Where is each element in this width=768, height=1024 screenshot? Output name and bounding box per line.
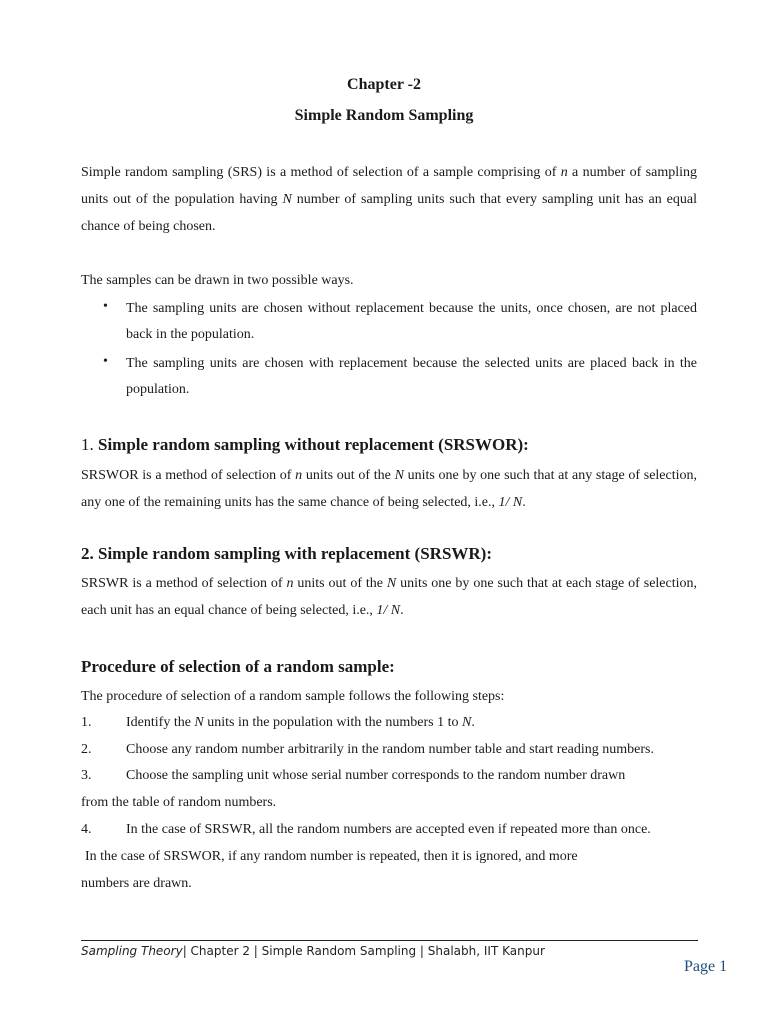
footer-citation [81, 944, 545, 958]
intro-text-a: Simple random sampling (SRS) is a method of selection of a sample comprising of [81, 165, 561, 180]
step-text: Choose the sampling unit whose serial number corresponds to the random number drawn [126, 768, 626, 783]
section-heading-srswr: 2. Simple random sampling with replacement (SRSWR): [81, 544, 492, 563]
step1-text-a: Identify the [126, 715, 195, 730]
step1-text-b: units in the population with the numbers 1 to [203, 715, 462, 730]
step-number: 4. [81, 822, 92, 837]
math-N: N [461, 715, 472, 730]
page-title: Simple Random Sampling [294, 107, 474, 124]
math-n: n [286, 576, 294, 591]
period: . [522, 495, 526, 510]
math-fraction: 1/ N [376, 603, 401, 618]
step-continuation: from the table of random numbers. [81, 795, 277, 810]
math-N: N [394, 468, 404, 483]
footer-details: | Chapter 2 | Simple Random Sampling | Shalabh, IIT Kanpur [182, 944, 545, 958]
intro-text-b: a number of sampling units out of the population having [81, 165, 697, 207]
procedure-intro: The procedure of selection of a random sample follows the following steps: [81, 689, 505, 704]
step-number: 1. [81, 715, 92, 730]
math-fraction: 1/ N [498, 495, 523, 510]
srswr-text-a: SRSWR is a method of selection of [81, 576, 287, 591]
ways-paragraph: The samples can be drawn in two possible ways. [81, 273, 354, 288]
chapter-number: Chapter -2 [347, 76, 421, 93]
srswor-text-b: units out of the [302, 468, 395, 483]
step-text: In the case of SRSWR, all the random numbers are accepted even if repeated more than once. [126, 822, 651, 837]
section-heading-procedure: Procedure of selection of a random sample: [81, 657, 395, 676]
bullet-item: The sampling units are chosen without replacement because the units, once chosen, are not placed back in the population. [126, 301, 697, 342]
srswor-text-a: SRSWOR is a method of selection of [81, 468, 296, 483]
intro-text-c: number of sampling units such that every sampling unit has an equal chance of being chosen. [81, 192, 697, 234]
bullet-dot: • [103, 299, 108, 314]
srswor-paragraph [81, 462, 697, 516]
footer-divider [81, 940, 698, 941]
footer-book-title: Sampling Theory [81, 944, 183, 958]
step-number: 2. [81, 742, 92, 757]
bullet-dot: • [103, 354, 108, 369]
math-n: n [295, 468, 303, 483]
period: . [471, 715, 475, 730]
intro-paragraph [81, 159, 697, 240]
math-N: N [194, 715, 204, 730]
bullet-item: The sampling units are chosen with replacement because the selected units are placed back in the population. [126, 356, 697, 397]
srswr-text-c: units one by one such that at each stage of selection, each unit has an equal chance of being selected, i.e., [81, 576, 697, 618]
page-number: Page 1 [684, 958, 728, 975]
step-continuation: numbers are drawn. [81, 876, 192, 891]
section-heading-text: Simple random sampling without replacement (SRSWOR): [98, 435, 529, 454]
section-number: 1. [81, 435, 98, 454]
section-heading-srswor [81, 434, 697, 456]
srswor-text-c: units one by one such that at any stage of selection, any one of the remaining units has the same chance of being selected, i.e., [81, 468, 698, 510]
srswr-text-b: units out of the [293, 576, 387, 591]
math-N: N [282, 192, 292, 207]
math-n: n [560, 165, 568, 180]
step-number: 3. [81, 768, 92, 783]
period: . [400, 603, 404, 618]
step-text [126, 710, 697, 736]
math-N: N [386, 576, 397, 591]
step-continuation: In the case of SRSWOR, if any random number is repeated, then it is ignored, and more [85, 849, 578, 864]
step-text: Choose any random number arbitrarily in the random number table and start reading numbers. [126, 742, 654, 757]
srswr-paragraph [81, 570, 697, 624]
